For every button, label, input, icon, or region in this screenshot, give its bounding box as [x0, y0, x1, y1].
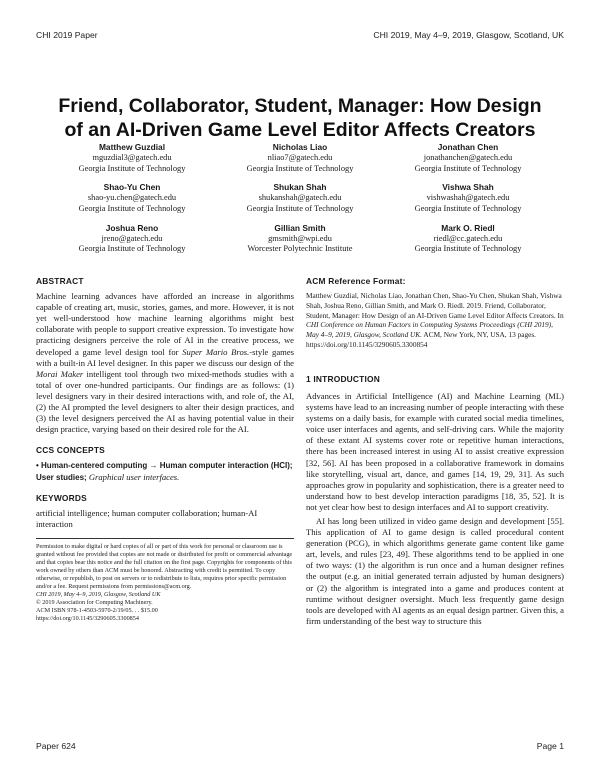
author-name: Gillian Smith	[274, 222, 326, 233]
ref-format-venue: CHI Conference on Human Factors in Computing Systems Proceedings (CHI 2019), May 4–9, 2019, Glasgow, Scotland UK.	[306, 320, 553, 340]
author-name: Nicholas Liao	[272, 142, 328, 152]
author-email: shukanshah@gatech.edu	[258, 193, 342, 203]
keywords-section	[36, 493, 294, 530]
author-email: riedl@cc.gatech.edu	[433, 233, 503, 243]
permission-isbn: ACM ISBN 978-1-4503-5970-2/19/05. . . $15.00	[36, 606, 158, 614]
footer-page-number: Page 1	[536, 741, 564, 751]
author-name: Shao-Yu Chen	[103, 182, 161, 193]
abstract-section	[36, 276, 294, 435]
permission-text: Permission to make digital or hard copies of all or part of this work for personal or classroom use is granted without fee provided that copies are not made or distributed for profit or commercial advantage and that copies bear this notice and the full citation on the first page. Copyrights for components of this work owned by others than ACM must be honored. Abstracting with credit is permitted. To copy otherwise, or republish, to post on servers or to redistribute to lists, requires prior specific permission and/or a fee. Request permissions from permissions@acm.org.	[36, 542, 293, 590]
permission-copyright: © 2019 Association for Computing Machinery.	[36, 598, 153, 606]
introduction-heading: 1 INTRODUCTION	[306, 373, 380, 384]
author-email: jonathanchen@gatech.edu	[423, 152, 513, 162]
abstract-text-part: Machine learning advances have afforded an increase in algorithms capable of creating art, music, stories, games, and more. However, it is not yet well-understood how machine learning algorithms might best collaborate with people to support creative expression. To investigate how practicing designers perceive the role of AI in the creative process, we developed a game level design tool for	[36, 291, 294, 357]
author	[384, 223, 552, 255]
keywords-heading: KEYWORDS	[36, 492, 87, 503]
author-email: gmsmith@wpi.edu	[268, 233, 332, 243]
author-affiliation: Georgia Institute of Technology	[414, 244, 522, 254]
intro-paragraph-1: Advances in Artificial Intelligence (AI) and Machine Learning (ML) systems have lead to an increasing number of people interacting with these systems on a daily basis, for example with curated social media timelines, voice user interfaces and agents, and self-driving cars. While the majority of these extant AI systems cover rote or repetitive human interactions, there has been increased interest in using AI to assist creative expression [32, 56]. AI has been proposed in a collaborative framework in domains like storytelling, visual art, dance, and games [14, 19, 29, 31]. As such approaches grow in popularity and sophistication, there is a greater need to understand how to best develop interaction paradigms [18, 35, 52]. It is not yet clear how best to design interfaces and AI to support creativity.	[306, 390, 564, 512]
author	[216, 223, 384, 255]
author	[216, 142, 384, 174]
ccs-heading: CCS CONCEPTS	[36, 445, 105, 456]
ref-format-heading: ACM Reference Format:	[306, 276, 406, 286]
paper-title	[0, 94, 600, 142]
author-affiliation: Georgia Institute of Technology	[78, 203, 186, 213]
author-affiliation: Georgia Institute of Technology	[246, 163, 354, 173]
running-header-left: CHI 2019 Paper	[36, 30, 98, 40]
author-name: Matthew Guzdial	[98, 142, 166, 152]
venue-line: CHI 2019, May 4–9, 2019, Glasgow, Scotland UK	[36, 590, 161, 598]
ref-format-text	[306, 291, 564, 350]
author-email: jreno@gatech.edu	[101, 233, 163, 243]
author-affiliation: Worcester Polytechnic Institute	[247, 244, 353, 254]
author-name: Mark O. Riedl	[441, 222, 495, 233]
right-column	[306, 276, 564, 627]
author-affiliation: Georgia Institute of Technology	[414, 163, 522, 173]
ccs-concepts-section	[36, 445, 294, 482]
keywords-text: artificial intelligence; human computer collaboration; human-AI interaction	[36, 507, 258, 529]
author	[384, 142, 552, 174]
author-name: Jonathan Chen	[437, 142, 499, 152]
author	[48, 223, 216, 255]
abstract-heading: ABSTRACT	[36, 276, 84, 286]
footer-paper-number: Paper 624	[36, 741, 76, 751]
author	[216, 182, 384, 214]
left-column	[36, 276, 294, 623]
abstract-tool-name: Morai Maker	[36, 368, 84, 379]
permission-doi[interactable]: https://doi.org/10.1145/3290605.3300854	[36, 614, 139, 622]
author-email: vishwashah@gatech.edu	[426, 193, 510, 203]
author-affiliation: Georgia Institute of Technology	[78, 244, 186, 254]
author-name: Vishwa Shah	[442, 182, 494, 193]
running-header-right: CHI 2019, May 4–9, 2019, Glasgow, Scotland, UK	[373, 30, 564, 40]
ccs-text	[36, 460, 294, 482]
author-email: nliao7@gatech.edu	[267, 152, 333, 162]
author-name: Joshua Reno	[105, 222, 159, 233]
acm-reference-format	[306, 276, 564, 350]
abstract-text	[36, 291, 294, 435]
permission-venue	[36, 591, 294, 599]
introduction-section	[306, 374, 564, 627]
author-name: Shukan Shah	[273, 182, 327, 193]
ccs-bold-terms: • Human-centered computing → Human computer interaction (HCI); User studies;	[36, 461, 293, 482]
ref-format-part: Matthew Guzdial, Nicholas Liao, Jonathan Chen, Shao-Yu Chen, Shukan Shah, Vishwa Shah, Joshua Reno, Gillian Smith, and Mark O. Riedl. 2019. Friend, Collaborator, Student, Manager: How Design of an AI-Driven Game Level Editor Affects Creators. In	[306, 291, 564, 320]
author-email: shao-yu.chen@gatech.edu	[87, 193, 177, 203]
abstract-text-part: intelligent tool through two mixed-methods studies with a total of over one-hundred participants. Our findings are as follows: (1) level designers vary in their desired interactions with, and role of, the AI, (2) the AI prompted the level designers to alter their design practices, and (3) the level designers perceived the AI as having potential value in their design practice, varying based on their desired role for the AI.	[36, 368, 294, 435]
permission-notice	[36, 538, 294, 623]
author	[48, 142, 216, 174]
author-block	[48, 142, 552, 255]
author	[384, 182, 552, 214]
paper-title-line-2: of an AI-Driven Game Level Editor Affects Creators	[64, 119, 536, 141]
author-affiliation: Georgia Institute of Technology	[246, 203, 354, 213]
author-affiliation: Georgia Institute of Technology	[78, 163, 186, 173]
author	[48, 182, 216, 214]
abstract-game-title: Super Mario Bros.	[182, 346, 250, 357]
intro-paragraph-2: AI has long been utilized in video game design and development [55]. This application of AI to game design is called procedural content generation (PCG), in which algorithms generate game content like game art, levels, and rules [23, 49]. These algorithms tend to be applied in one of two ways: (1) the algorithm is run once and a human designer refines the output (e.g. an initial generated terrain adjusted by human designers) or (2) the algorithm is integrated into a game and produces content at runtime without designer oversight. Much less frequently game design tools are developed with AI agents as an equal design partner. Given this, a firm understanding of the best way to structure this	[306, 516, 564, 626]
ref-format-part: ACM, New York, NY, USA, 13 pages. https://doi.org/10.1145/3290605.3300854	[306, 330, 537, 350]
abstract-text-part: -style games with a built-in AI level designer. In this paper we discuss our design of the	[36, 346, 294, 368]
ccs-italic-terms: Graphical user interfaces.	[86, 471, 180, 482]
author-affiliation: Georgia Institute of Technology	[414, 203, 522, 213]
paper-title-line-1: Friend, Collaborator, Student, Manager: How Design	[58, 95, 542, 117]
author-email: mguzdial3@gatech.edu	[92, 152, 172, 162]
